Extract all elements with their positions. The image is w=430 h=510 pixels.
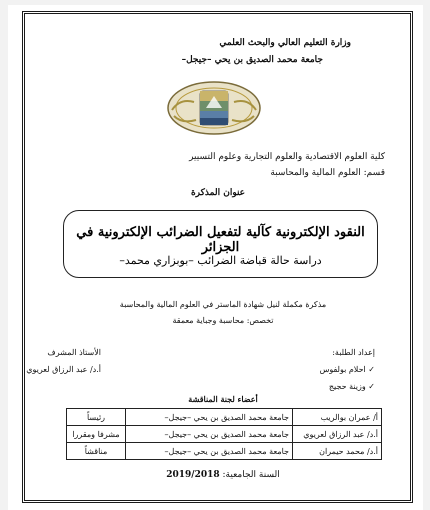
table-row (67, 443, 382, 460)
thesis-subtitle: دراسة حالة قباضة الضرائب –بوبزاري محمد– (119, 254, 322, 267)
jury-member-role: رئيساً (67, 409, 126, 426)
department-name: قسم: العلوم المالية والمحاسبة (270, 168, 385, 178)
university-logo-icon (166, 80, 262, 136)
supervisor-name: أ.د/ عبد الرزاق لعريوي (26, 365, 101, 374)
academic-year: السنة الجامعية: 2019/2018 (166, 470, 280, 480)
jury-member-institution: جامعة محمد الصديق بن يحي –جيجل– (126, 426, 293, 443)
title-box (63, 210, 378, 278)
degree-line: مذكرة مكملة لنيل شهادة الماستر في العلوم المالية والمحاسبة (119, 300, 327, 309)
faculty-name: كلية العلوم الاقتصادية والعلوم التجارية وعلوم التسيير (189, 152, 385, 162)
student-2: ✓ وزينة حجيج (328, 382, 375, 391)
supervisor-label: الأستاذ المشرف (47, 348, 101, 357)
jury-member-name: أ/ عمران بوالريب (293, 409, 382, 426)
table-row (67, 426, 382, 443)
specialty-line: تخصص: محاسبة وجباية معمقة (172, 316, 274, 325)
jury-table (66, 408, 382, 460)
jury-member-name: أ.د/ عبد الرزاق لعريوي (293, 426, 382, 443)
jury-member-role: مناقشاً (67, 443, 126, 460)
university-name: جامعة محمد الصديق بن يحي –جيجل– (181, 55, 323, 65)
jury-member-institution: جامعة محمد الصديق بن يحي –جيجل– (126, 443, 293, 460)
thesis-title: النقود الإلكترونية كآلية لتفعيل الضرائب الإلكترونية في الجزائر (76, 225, 365, 255)
jury-member-institution: جامعة محمد الصديق بن يحي –جيجل– (126, 409, 293, 426)
check-icon: ✓ (368, 365, 375, 374)
table-row (67, 409, 382, 426)
student-1: ✓ احلام بولفوس (319, 365, 375, 374)
memo-title-label: عنوان المذكرة (190, 188, 246, 198)
jury-member-role: مشرفا ومقررا (67, 426, 126, 443)
ministry-name: وزارة التعليم العالي والبحث العلمي (219, 38, 351, 48)
check-icon: ✓ (368, 382, 375, 391)
jury-title: أعضاء لجنة المناقشة (188, 394, 258, 404)
students-label: إعداد الطلبة: (332, 348, 375, 357)
document-page (8, 5, 423, 510)
jury-member-name: أ.د/ محمد حيمران (293, 443, 382, 460)
